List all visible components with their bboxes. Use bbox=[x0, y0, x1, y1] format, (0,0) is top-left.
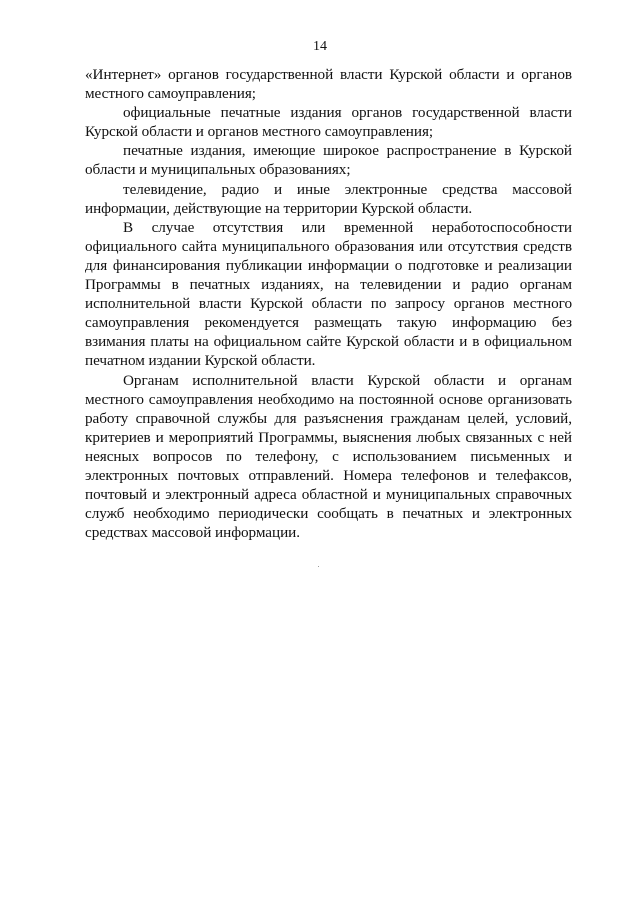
body-text bbox=[85, 65, 572, 542]
paragraph-tv-radio: телевидение, радио и иные электронные средства массовой информации, действующие на территории Курской области. bbox=[85, 180, 572, 217]
paragraph-official-print: официальные печатные издания органов государственной власти Курской области и органов местного самоуправления; bbox=[85, 104, 572, 141]
page-number: 14 bbox=[313, 39, 327, 54]
paragraph-internet-continuation: «Интернет» органов государственной власти Курской области и органов местного самоуправления; bbox=[85, 66, 572, 103]
paragraph-help-service: Органам исполнительной власти Курской области и органам местного самоуправления необходимо на постоянной основе организовать работу справочной службы для разъяснения гражданам целей, условий, критериев и мероприятий Программы, выяснения любых связанных с ней неясных вопросов по телефону, с использованием письменных и электронных почтовых отправлений. Номера телефонов и телефаксов, почтовый и электронный адреса областной и муниципальных справочных служб необходимо периодически сообщать в печатных и электронных средствах массовой информации. bbox=[85, 371, 572, 542]
scan-speck bbox=[318, 566, 319, 567]
paragraph-site-unavailable: В случае отсутствия или временной неработоспособности официального сайта муниципального образования или отсутствия средств для финансирования публикации информации о подготовке и реализации Программы в печатных изданиях, на телевидении и радио органам исполнительной власти Курской области по запросу органов местного самоуправления рекомендуется размещать такую информацию без взимания платы на официальном сайте Курской области и в официальном печатном издании Курской области. bbox=[85, 218, 572, 370]
paragraph-print-media: печатные издания, имеющие широкое распространение в Курской области и муниципальных образованиях; bbox=[85, 142, 572, 179]
